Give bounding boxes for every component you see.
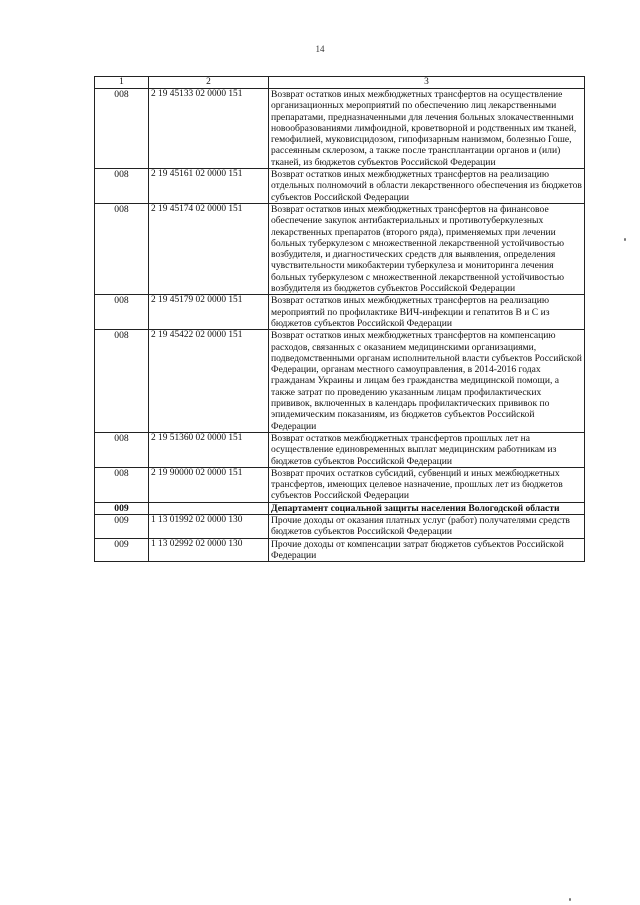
income-name-cell: Департамент социальной защиты населения Вологодской области: [269, 502, 585, 514]
admin-code-cell: 008: [95, 169, 149, 204]
table-body: [95, 89, 585, 562]
budget-code-cell: 2 19 45179 02 0000 151: [149, 295, 269, 330]
table-row: [95, 295, 585, 330]
budget-code-cell: 2 19 45422 02 0000 151: [149, 330, 269, 433]
budget-code-cell: 2 19 45133 02 0000 151: [149, 89, 269, 169]
admin-code-cell: 008: [95, 467, 149, 502]
revenue-codes-table: [94, 76, 585, 562]
column-header-name: 3: [269, 77, 585, 89]
admin-code-cell: 008: [95, 89, 149, 169]
table-row: [95, 203, 585, 294]
budget-code-cell: 1 13 02992 02 0000 130: [149, 538, 269, 562]
table-row: [95, 330, 585, 433]
column-header-admin: 1: [95, 77, 149, 89]
admin-code-cell: 009: [95, 502, 149, 514]
income-name-cell: Возврат остатков иных межбюджетных трансфертов на реализацию отдельных полномочий в области лекарственного обеспечения из бюджетов субъектов Российской Федерации: [269, 169, 585, 204]
table-header-row: [95, 77, 585, 89]
budget-code-cell: 2 19 45174 02 0000 151: [149, 203, 269, 294]
admin-code-cell: 008: [95, 432, 149, 467]
income-name-cell: Возврат прочих остатков субсидий, субвенций и иных межбюджетных трансфертов, имеющих целевое назначение, прошлых лет из бюджетов субъектов Российской Федерации: [269, 467, 585, 502]
budget-code-cell: 2 19 90000 02 0000 151: [149, 467, 269, 502]
budget-code-cell: [149, 502, 269, 514]
income-name-cell: Возврат остатков иных межбюджетных трансфертов на осуществление организационных мероприятий по обеспечению лиц лекарственными препаратами, предназначенными для лечения больных злокачественными новообразованиями лимфоидной, кроветворной и родственных им тканей, гемофилией, муковисцидозом, гипофизарным нанизмом, болезнью Гоше, рассеянным склерозом, а также после трансплантации органов и (или) тканей, из бюджетов субъектов Российской Федерации: [269, 89, 585, 169]
budget-code-cell: 2 19 45161 02 0000 151: [149, 169, 269, 204]
table-row: [95, 432, 585, 467]
income-name-cell: Прочие доходы от оказания платных услуг (работ) получателями средств бюджетов субъектов Российской Федерации: [269, 514, 585, 538]
admin-code-cell: 008: [95, 295, 149, 330]
income-name-cell: Возврат остатков иных межбюджетных трансфертов на финансовое обеспечение закупок антибактериальных и противотуберкулезных лекарственных препаратов (второго ряда), применяемых при лечении больных туберкулезом с множественной лекарственной устойчивостью возбудителя, и диагностических средств для выявления, определения чувствительности микобактерии туберкулеза и мониторинга лечения больных туберкулезом с множественной лекарственной устойчивостью возбудителя из бюджетов субъектов Российской Федерации: [269, 203, 585, 294]
scan-speck: [624, 238, 626, 241]
table-row: [95, 169, 585, 204]
admin-code-cell: 009: [95, 514, 149, 538]
table-row: [95, 89, 585, 169]
income-name-cell: Прочие доходы от компенсации затрат бюджетов субъектов Российской Федерации: [269, 538, 585, 562]
income-name-cell: Возврат остатков иных межбюджетных трансфертов на компенсацию расходов, связанных с оказанием медицинскими организациями, подведомственными органам исполнительной власти субъектов Российской Федерации, органам местного самоуправления, в 2014-2016 годах гражданам Украины и лицам без гражданства медицинской помощи, а также затрат по проведению указанным лицам профилактических прививок, включенных в календарь профилактических прививок по эпидемическим показаниям, из бюджетов субъектов Российской Федерации: [269, 330, 585, 433]
page-number: 14: [315, 44, 325, 54]
table-row: [95, 538, 585, 562]
budget-code-cell: 2 19 51360 02 0000 151: [149, 432, 269, 467]
column-header-code: 2: [149, 77, 269, 89]
table-row: [95, 514, 585, 538]
table-row: [95, 502, 585, 514]
scan-speck: [569, 898, 571, 901]
admin-code-cell: 008: [95, 330, 149, 433]
admin-code-cell: 008: [95, 203, 149, 294]
budget-code-cell: 1 13 01992 02 0000 130: [149, 514, 269, 538]
income-name-cell: Возврат остатков межбюджетных трансфертов прошлых лет на осуществление единовременных выплат медицинским работникам из бюджетов субъектов Российской Федерации: [269, 432, 585, 467]
admin-code-cell: 009: [95, 538, 149, 562]
income-name-cell: Возврат остатков иных межбюджетных трансфертов на реализацию мероприятий по профилактике ВИЧ-инфекции и гепатитов В и С из бюджетов субъектов Российской Федерации: [269, 295, 585, 330]
table-row: [95, 467, 585, 502]
